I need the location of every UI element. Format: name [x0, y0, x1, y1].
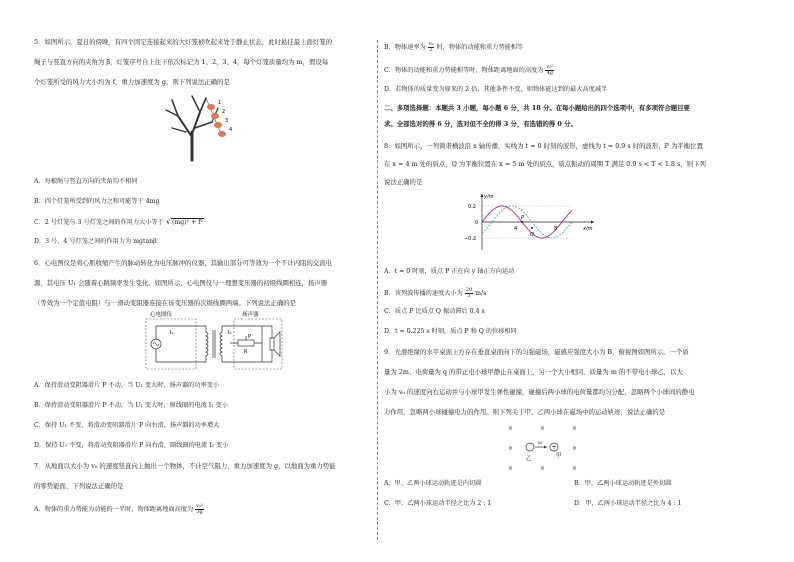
wave-figure — [462, 190, 600, 252]
q8-stem-line1: 8．如图所示，一列简谐横波沿 x 轴传播，实线为 t = 0 时刻的波形，虚线为 t = 0.9 s 时的波形，P 为平衡位置 — [384, 142, 703, 150]
q7-option-c-pre: C．物体的动能和重力势能相等时，物体距离地面的高度为 — [384, 67, 544, 74]
q5-stem-line2: 绳子与竖直方向的夹角为 β，灯笼序号自上往下依次标记为 1、2、3、4，每个灯笼质量均为 m，假设每 — [34, 58, 329, 66]
q8-option-b-post: m/s — [475, 290, 487, 297]
svg-text:×: × — [572, 465, 578, 472]
q7-option-a — [34, 504, 204, 515]
field-cross-marks — [508, 425, 577, 472]
svg-text:×: × — [540, 465, 546, 472]
q8-stem-line2: 在 x = 4 m 处的质点，Q 为平衡位置在 x = 5 m 处的质点，质点振动的周期 T 满足 0.9 s < T < 1.8 s，则下列 — [384, 160, 706, 168]
q6-option-c: C．保持 U₁ 不变，将滑动变阻器滑片 P 向右滑，扬声器的功率增大 — [34, 422, 220, 429]
q5-stem-line3: 个灯笼所受的风力大小均为 f，重力加速度为 g，则下列说法正确的是 — [34, 78, 230, 86]
q7-option-a-denominator: 3g — [196, 509, 203, 515]
svg-text:×: × — [508, 425, 514, 432]
q8-option-b-denominator: 3 — [467, 293, 471, 299]
tick-label-0: 0 — [475, 220, 479, 226]
lantern-label-1: 1 — [218, 100, 222, 106]
point-q — [531, 227, 533, 229]
q7-option-c-denominator: 4g — [546, 70, 553, 76]
current-i2-label: I₂ — [228, 330, 232, 336]
q9-option-c: C．甲、乙两小球运动半径之比为 2 : 1 — [384, 500, 492, 507]
q7-option-d: D．若物体的质量变为原来的 2 倍，其他条件不变，则物体能达到的最大高度减半 — [384, 86, 608, 93]
q5-option-c-expr: (mg)² + f² — [171, 219, 203, 226]
section2-heading-line2: 求。全部选对的得 6 分，选对但不全的得 3 分，有选错的得 0 分。 — [384, 120, 577, 128]
tick-label-neg-0.2: −0.2 — [464, 236, 477, 242]
q6-stem-line1: 6．心电图仪是将心肌收缩产生的脉动转化为电压脉冲的仪器，其输出部分可等效为一个不计内阻的交流电 — [34, 259, 333, 267]
speaker-label: 扬声器 — [242, 312, 259, 318]
ecg-label: 心电图仪 — [150, 312, 173, 318]
point-p-label: P — [521, 215, 525, 221]
q8-option-b-numerator: 20 — [465, 287, 473, 293]
resistor-r-label: R — [244, 349, 248, 355]
q8-option-b-fraction — [465, 288, 473, 299]
point-p — [521, 221, 523, 223]
speaker-icon — [270, 332, 280, 356]
q8-option-d: D．t = 0.225 s 时刻，质点 P 和 Q 的位移相同 — [384, 328, 517, 335]
secondary-coil-icon — [220, 332, 222, 356]
svg-text:×: × — [540, 425, 546, 432]
q6-stem-line2: 源，其电压 U₁ 会随着心跳频率发生变化。如图所示，心电图仪与一理想变压器的初级线圈相连，扬声器 — [34, 279, 328, 287]
transformer-circuit-figure — [144, 310, 284, 372]
q9-stem-line1: 9．光滑绝缘的水平桌面上方存在垂直桌面向下的匀强磁场，磁感应强度大小为 B，俯视图如图所示。一个质 — [384, 348, 689, 356]
q6-option-b: B．保持滑动变阻器滑片 P 不动，当 U₁ 变大时，原线圈的电流 I₁ 变小 — [34, 402, 229, 409]
ball-jia-label: 甲 — [556, 453, 562, 459]
q7-option-c-fraction — [545, 65, 554, 76]
column-divider — [377, 40, 378, 540]
q8-option-c: C．质点 P 比质点 Q 振动滞后 0.4 s — [384, 308, 485, 315]
svg-text:×: × — [572, 445, 578, 452]
q8-option-a: A．t = 0 时刻，质点 P 正在向 y 轴正方向运动 — [384, 268, 515, 275]
q8-stem-line3: 说法正确的是 — [384, 178, 423, 186]
y-axis-label: y/m — [484, 194, 494, 200]
q5-option-b: B．四个灯笼所受到的风力之和可能等于 4mg — [34, 198, 160, 205]
magnetic-field-figure — [502, 420, 592, 476]
rheostat-icon — [238, 340, 254, 346]
q5-stem-line1: 5．如图所示，夏日的傍晚，有四个固定连接起来的大灯笼被吹起来处于静止状态，此时悬挂最上面灯笼的 — [34, 38, 333, 46]
lantern-tree-figure — [162, 92, 248, 162]
lantern-2-icon — [211, 113, 219, 119]
q9-stem-line2: 量为 2m、电荷量为 q 的带正电小球甲静止在桌面上，另一个大小相同、质量为 m 的不带电小球乙，以大 — [384, 368, 683, 376]
q9-option-d: D．甲、乙两小球运动半径之比为 4 : 1 — [574, 500, 682, 507]
point-q-label: Q — [530, 232, 534, 238]
q7-stem-line1: 7．从地面以大小为 v₀ 的速度竖直向上抛出一个物体，不计空气阻力，重力加速度为 g，以地面为重力势能 — [34, 462, 336, 470]
q5-option-a: A．每根绳与竖直方向的夹角均不相同 — [34, 178, 138, 185]
ball-yi-label: 乙 — [526, 456, 532, 462]
q7-option-b-denominator: 2 — [429, 47, 433, 53]
svg-text:×: × — [508, 465, 514, 472]
q7-option-a-fraction — [195, 504, 204, 515]
q5-option-d: D．3 号、4 号灯笼之间的作用力为 mgtanβ — [34, 238, 157, 245]
q6-option-d: D．保持 U₁ 不变，将滑动变阻器滑片 P 向右滑，副线圈的电流 I₂ 变小 — [34, 442, 229, 449]
lantern-label-4: 4 — [229, 127, 233, 133]
q5-option-c: C．2 号灯笼与 3 号灯笼之间的作用力大小等于 √(mg)² + f² — [34, 217, 203, 226]
q7-option-a-text: A．物体的重力势能为动能的一半时，物体距离地面高度为 — [34, 506, 194, 513]
q7-option-c — [384, 65, 554, 76]
lantern-1-icon — [207, 104, 215, 110]
q9-stem-line4: 力作用，忽略两小球碰撞电力的作用。则下列关于甲、乙两小球在磁场中的运动轨迹，说法正确的是 — [384, 408, 666, 416]
q7-option-c-numerator: v₀² — [546, 64, 554, 70]
tick-label-4: 4 — [514, 226, 518, 232]
svg-text:+: + — [551, 444, 557, 451]
q9-option-a: A．甲、乙两小球运动轨迹是内切圆 — [384, 480, 482, 487]
section2-heading-line1: 二、多项选择题：本题共 3 小题，每小题 6 分，共 18 分。在每小题给出的四个选项中，有多项符合题目要 — [384, 104, 690, 112]
q9-option-b: B．甲、乙两小球运动轨迹是外切圆 — [574, 480, 672, 487]
x-axis-label: x/m — [583, 226, 593, 232]
q7-option-b-fraction — [428, 42, 435, 53]
q7-option-b — [384, 42, 523, 53]
q7-option-b-post: 时，物体的动能和重力势能相等 — [436, 44, 524, 51]
lantern-label-3: 3 — [225, 118, 229, 124]
lantern-3-icon — [214, 122, 222, 128]
primary-coil-icon — [206, 332, 208, 356]
velocity-label: v₀ — [538, 441, 543, 446]
q5-option-c-text: C．2 号灯笼与 3 号灯笼之间的作用力大小等于 — [34, 219, 164, 226]
q9-stem-line3: 小为 v₀ 的速度向右运动并与小球甲发生弹性碰撞，碰撞后两小球的电荷量都均匀分配，忽略两个小球间的静电 — [384, 388, 695, 396]
tick-label-8: 8 — [554, 226, 558, 232]
q7-option-a-numerator: v₀² — [196, 503, 203, 509]
lantern-label-2: 2 — [222, 109, 226, 115]
lantern-4-icon — [218, 131, 226, 137]
q7-option-b-pre: B．物体速率为 — [384, 44, 426, 51]
q6-option-a: A．保持滑动变阻器滑片 P 不动，当 U₁ 变大时，扬声器的功率变小 — [34, 382, 220, 389]
tick-label-0.2: 0.2 — [468, 204, 476, 210]
svg-text:×: × — [572, 425, 578, 432]
q8-option-b — [384, 288, 486, 299]
q7-option-b-numerator: v₀ — [428, 41, 434, 47]
q8-option-b-pre: B．该列波传播的速度大小为 — [384, 290, 463, 297]
q7-stem-line2: 的零势能面，下列说法正确的是 — [34, 482, 124, 490]
current-i1-label: I₁ — [170, 330, 174, 336]
q6-stem-line3: （等效为一个定值电阻）与一滑动变阻器连接在该变压器的次级线圈两端。下列说法正确的是 — [34, 299, 297, 307]
ball-yi-icon — [526, 443, 534, 451]
svg-text:×: × — [508, 445, 514, 452]
slider-p-label: P — [248, 334, 252, 340]
